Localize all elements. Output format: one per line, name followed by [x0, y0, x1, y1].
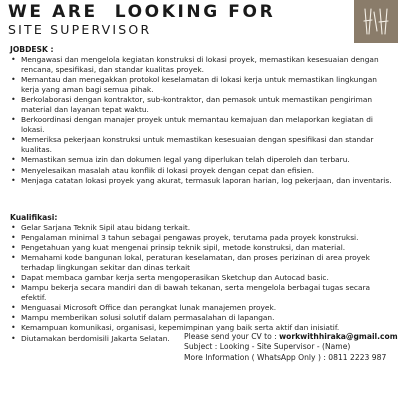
contact-block [184, 332, 398, 363]
jobdesk-item: • Berkolaborasi dengan kontraktor, sub-kontraktor, dan pemasok untuk memastikan pengiriman material dan layanan tepat waktu. [10, 95, 396, 115]
kualifikasi-item: • Memahami kode bangunan lokal, peraturan keselamatan, dan proses perizinan di area proyek terhadap lingkungan sekitar dan dinas terkait [10, 253, 396, 273]
kualifikasi-item: • Kemampuan komunikasi, organisasi, kepemimpinan yang baik serta aktif dan inisiatif. [10, 323, 396, 333]
kualifikasi-item: • Menguasai Microsoft Office dan perangkat lunak manajemen proyek. [10, 303, 396, 313]
jobdesk-item: • Mengawasi dan mengelola kegiatan konstruksi di lokasi proyek, memastikan kesesuaian dengan rencana, spesifikasi, dan standar kualitas proyek. [10, 55, 396, 75]
jobdesk-item: • Menyelesaikan masalah atau konflik di lokasi proyek dengan cepat dan efisien. [10, 166, 396, 176]
jobdesk-title: JOBDESK : [10, 45, 54, 54]
kualifikasi-item: • Pengetahuan yang kuat mengenai prinsip teknik sipil, metode konstruksi, dan material. [10, 243, 396, 253]
jobdesk-item: • Memantau dan menegakkan protokol keselamatan di lokasi kerja untuk memastikan lingkungan kerja yang aman bagi semua pihak. [10, 75, 396, 95]
cv-instruction [184, 332, 398, 342]
kualifikasi-list [10, 223, 396, 344]
jobdesk-item: • Menjaga catatan lokasi proyek yang akurat, termasuk laporan harian, log pekerjaan, dan inventaris. [10, 176, 396, 186]
headline: WE ARE LOOKING FOR [8, 2, 276, 22]
jobdesk-item: • Berkoordinasi dengan manajer proyek untuk memantau kemajuan dan melaporkan kegiatan di lokasi. [10, 115, 396, 135]
jobdesk-item: • Memeriksa pekerjaan konstruksi untuk memastikan kesesuaian dengan spesifikasi dan standar kualitas. [10, 135, 396, 155]
company-logo [354, 0, 398, 43]
kualifikasi-item: • Pengalaman minimal 3 tahun sebagai pengawas proyek, terutama pada proyek konstruksi. [10, 233, 396, 243]
email-subject: Subject : Looking - Site Supervisor - (Name) [184, 342, 351, 352]
subheadline: SITE SUPERVISOR [8, 22, 152, 37]
whatsapp-info: More Information ( WhatsApp Only ) : 0811 2223 987 [184, 352, 387, 362]
kualifikasi-item: • Mampu memberikan solusi solutif dalam permasalahan di lapangan. [10, 313, 396, 323]
kualifikasi-item: • Dapat membaca gambar kerja serta mengoperasikan Sketchup dan Autocad basic. [10, 273, 396, 283]
jobdesk-list [10, 55, 396, 186]
jobdesk-item: • Memastikan semua izin dan dokumen legal yang diperlukan telah diperoleh dan terbaru. [10, 155, 396, 165]
kualifikasi-item: • Gelar Sarjana Teknik Sipil atau bidang terkait. [10, 223, 396, 233]
kualifikasi-title: Kualifikasi: [10, 213, 58, 222]
email-address[interactable]: workwithhiraka@gmail.com [279, 332, 398, 341]
send-cv-text: Please send your CV to : [184, 332, 280, 341]
kualifikasi-item: • Diutamakan berdomisili Jakarta Selatan. [10, 334, 396, 344]
kualifikasi-item: • Mampu bekerja secara mandiri dan di bawah tekanan, serta mengelola berbagai tugas secara efektif. [10, 283, 396, 303]
